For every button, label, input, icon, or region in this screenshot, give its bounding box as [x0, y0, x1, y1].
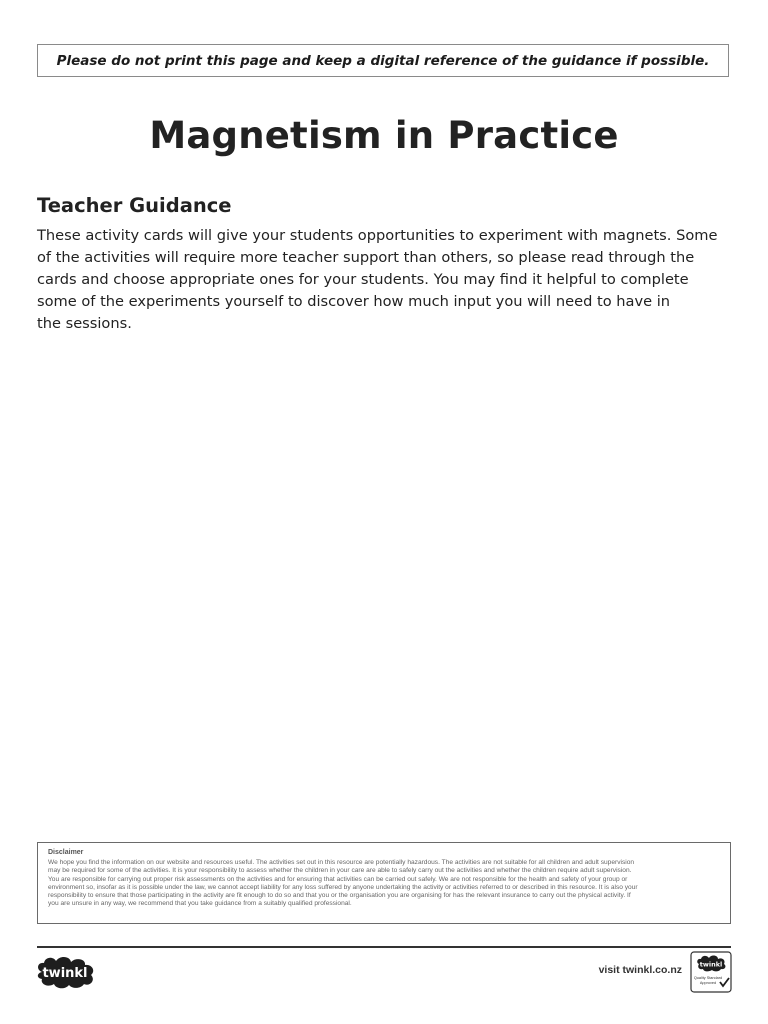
disclaimer-text — [48, 859, 720, 909]
site-link[interactable]: visit twinkl.co.nz — [598, 964, 682, 976]
disclaimer-line: may be required for some of the activities. It is your responsibility to assess whether the children in your care are able to safely carry out the activities and whether the children require adult supervision. — [48, 867, 632, 875]
badge-brand: twinkl — [699, 960, 723, 969]
disclaimer-line: We hope you find the information on our website and resources useful. The activities set out in this resource are potentially hazardous. The activities are not suitable for all children and adult supervision — [48, 859, 635, 866]
disclaimer-box — [37, 842, 731, 924]
page-title: Magnetism in Practice — [149, 114, 619, 157]
disclaimer-line: environment so, insofar as it is possible under the law, we cannot accept liability for any loss suffered by anyone undertaking the activity or activities referred to or described in this resource. It is also your — [48, 883, 638, 891]
guidance-paragraph — [37, 225, 732, 335]
logo-wordmark: twinkl — [42, 966, 88, 981]
section-heading: Teacher Guidance — [37, 194, 232, 217]
paragraph-line: of the activities will require more teacher support than others, so please read through the — [37, 249, 695, 266]
footer-divider — [37, 946, 731, 948]
disclaimer-line: you are unsure in any way, we recommend that you take guidance from a suitably qualified professional. — [48, 900, 352, 908]
paragraph-line: some of the experiments yourself to discover how much input you will need to have in — [37, 293, 671, 310]
twinkl-logo — [34, 954, 98, 990]
disclaimer-line: You are responsible for carrying out proper risk assessments on the activities and for ensuring that activities can be carried out safely. We are not responsible for the health and safety of your group or — [48, 875, 628, 883]
badge-line-2: Approved — [699, 981, 717, 985]
disclaimer-line: responsibility to ensure that those participating in the activity are fit enough to do so and that you or the organisation you are organising for has the relevant insurance to carry out the physical activity. If — [48, 892, 631, 900]
print-notice: Please do not print this page and keep a digital reference of the guidance if possible. — [37, 44, 729, 77]
quality-standard-badge — [690, 951, 732, 993]
paragraph-line: These activity cards will give your students opportunities to experiment with magnets. Some — [37, 227, 718, 244]
badge-line-1: Quality Standard — [693, 976, 723, 980]
disclaimer-title: Disclaimer — [48, 849, 84, 856]
paragraph-line: the sessions. — [37, 315, 132, 332]
paragraph-line: cards and choose appropriate ones for your students. You may find it helpful to complete — [37, 271, 689, 288]
